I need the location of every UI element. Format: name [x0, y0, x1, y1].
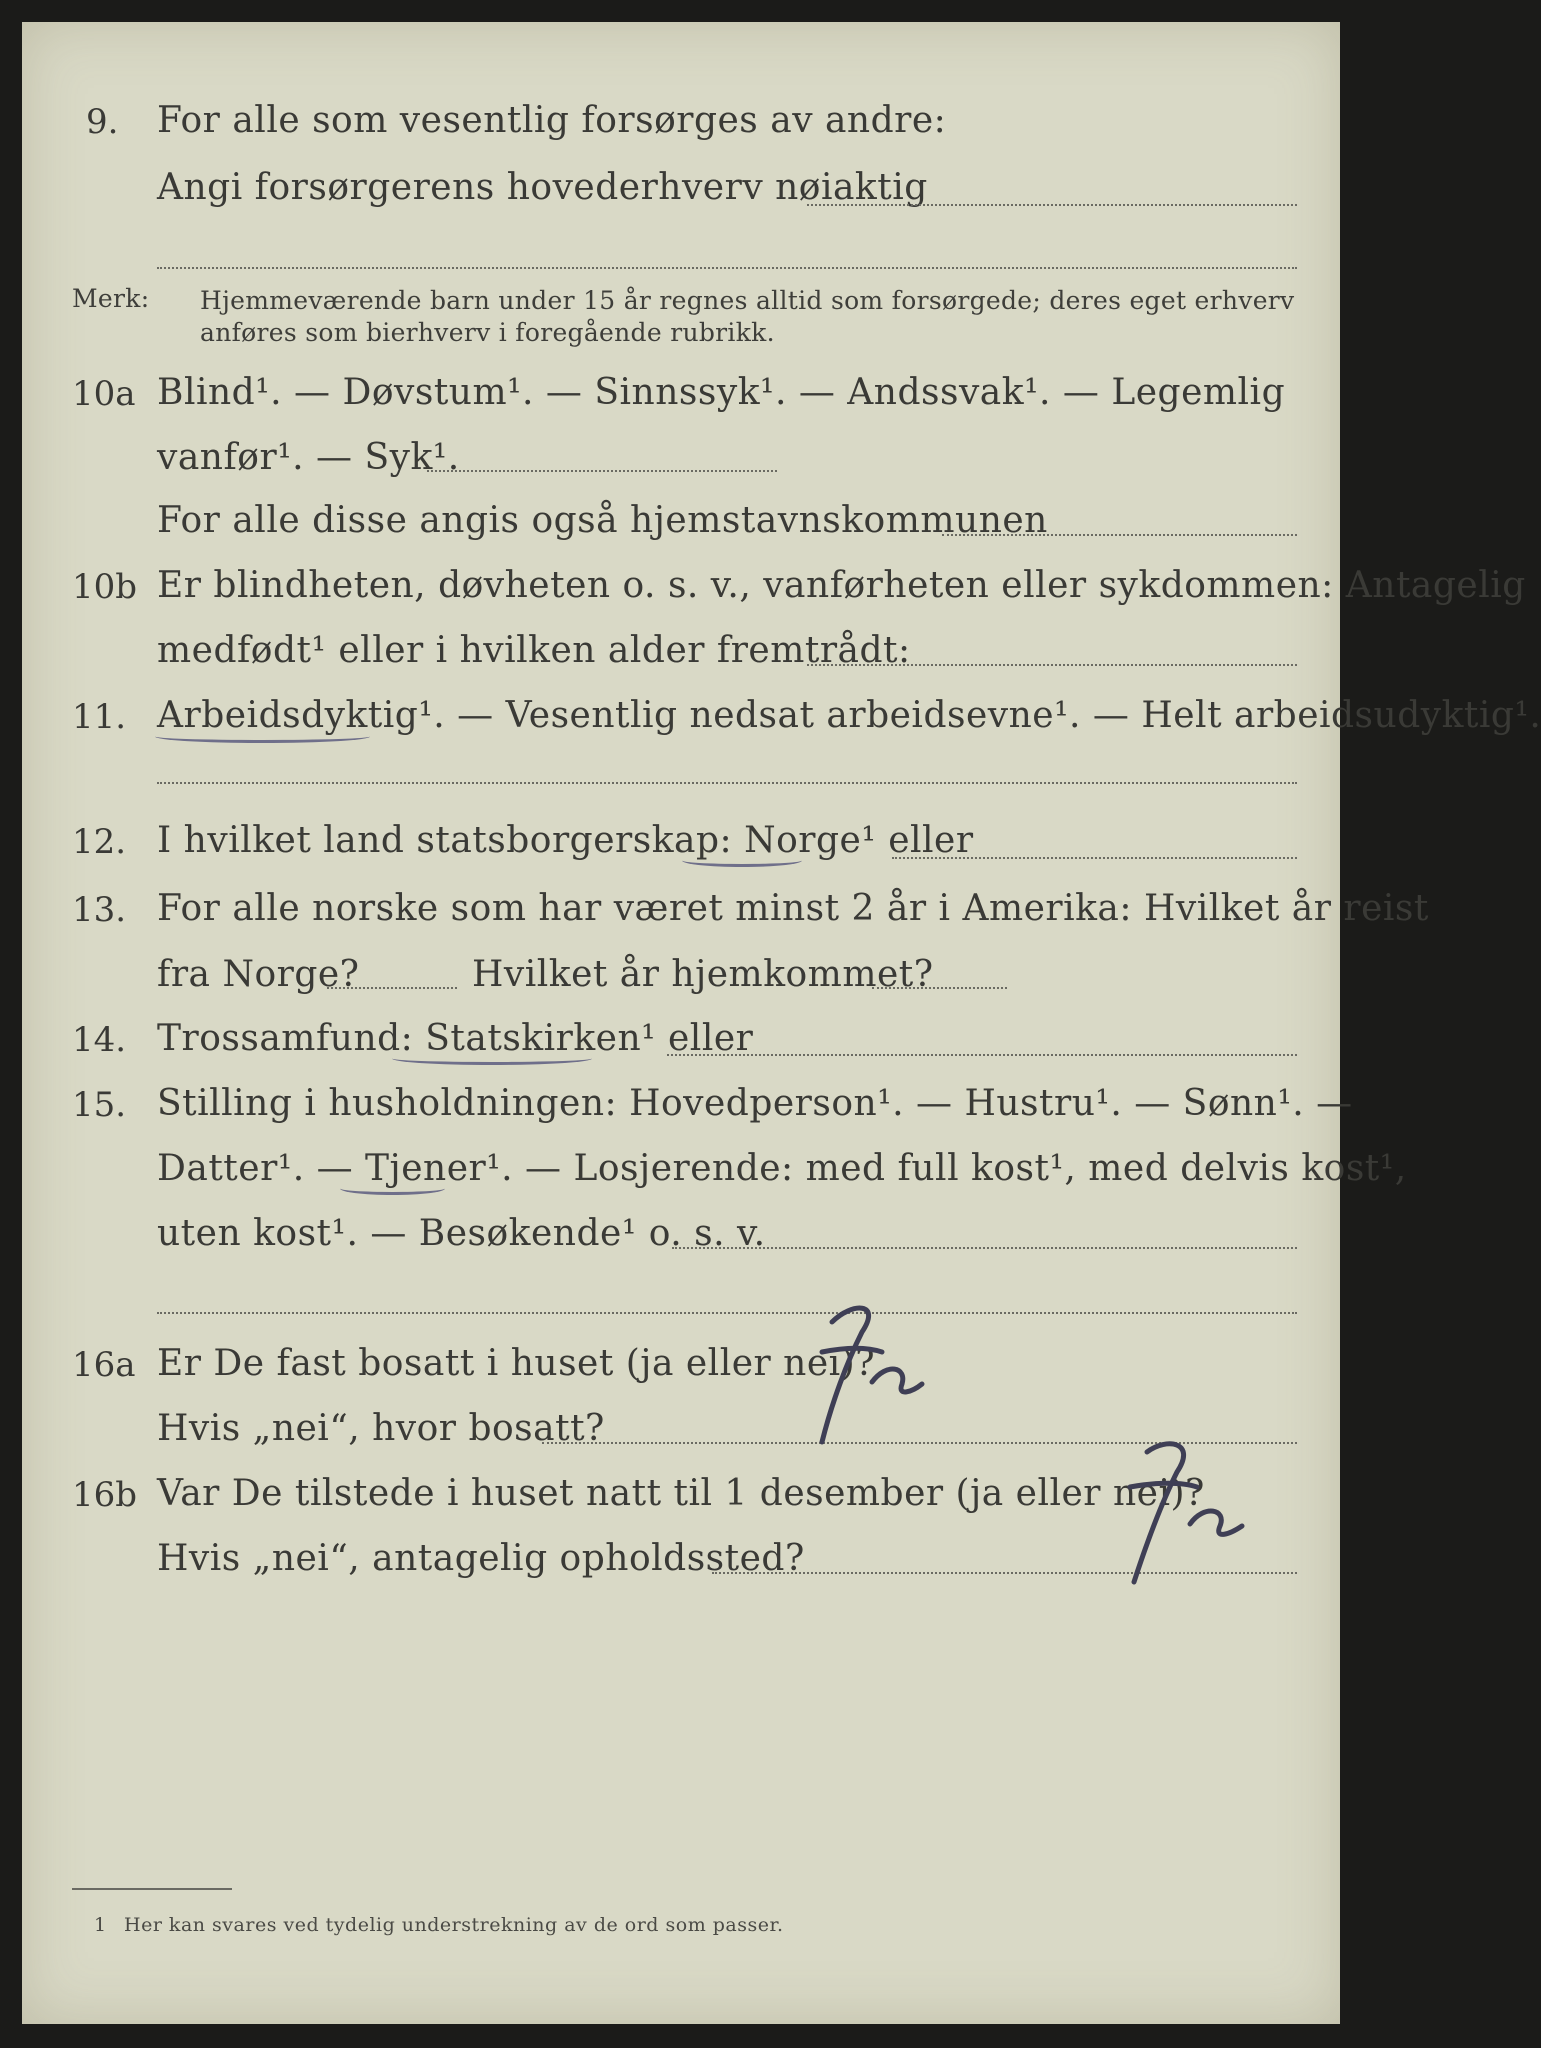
q15-line2: Datter¹. — Tjener¹. — Losjerende: med full kost¹, med delvis kost¹,: [157, 1148, 1407, 1189]
q16b-line1: Var De tilstede i huset natt til 1 desember (ja eller nei)?: [157, 1473, 1205, 1514]
q15-number: 15.: [72, 1085, 127, 1125]
q9-answer-line-2[interactable]: [157, 267, 1297, 269]
q13-line2a: fra Norge?: [157, 954, 360, 995]
merk-label: Merk:: [72, 284, 150, 313]
q9-line1: For alle som vesentlig forsørges av andre:: [157, 100, 947, 141]
q15-line1: Stilling i husholdningen: Hovedperson¹. — Hustru¹. — Sønn¹. —: [157, 1083, 1353, 1124]
q13-line2b: Hvilket år hjemkommet?: [472, 954, 934, 995]
q10a-line1: Blind¹. — Døvstum¹. — Sinnssyk¹. — Andssvak¹. — Legemlig: [157, 372, 1286, 413]
q11-number: 11.: [72, 697, 127, 737]
q10a-kommune-line[interactable]: [942, 534, 1297, 536]
q16a-number: 16a: [72, 1345, 136, 1385]
q14-answer-line[interactable]: [667, 1054, 1297, 1056]
q9-number: 9.: [86, 102, 119, 142]
q9-line2: Angi forsørgerens hovederhverv nøiaktig: [157, 167, 928, 208]
q16b-line2: Hvis „nei“, antagelig opholdssted?: [157, 1538, 805, 1579]
footnote-text: Her kan svares ved tydelig understrekning av de ord som passer.: [124, 1914, 784, 1936]
q15-answer-line-2[interactable]: [157, 1312, 1297, 1314]
q15-line3: uten kost¹. — Besøkende¹ o. s. v.: [157, 1213, 766, 1254]
q15-answer-line[interactable]: [672, 1247, 1297, 1249]
q16b-number: 16b: [72, 1475, 138, 1515]
q10a-number: 10a: [72, 374, 136, 414]
q13-reist-line[interactable]: [327, 987, 457, 989]
q16a-line2: Hvis „nei“, hvor bosatt?: [157, 1408, 605, 1449]
q14-number: 14.: [72, 1020, 127, 1060]
q10a-line2: vanfør¹. — Syk¹.: [157, 437, 460, 478]
footnote-rule: [72, 1888, 232, 1890]
q13-hjemkommet-line[interactable]: [872, 987, 1007, 989]
q14-line1: Trossamfund: Statskirken¹ eller: [157, 1018, 754, 1059]
merk-line2: anføres som bierhverv i foregående rubrikk.: [200, 318, 775, 347]
q16a-handwritten-answer: [802, 1292, 942, 1452]
q12-underline-mark: [682, 854, 802, 867]
q11-answer-line[interactable]: [157, 782, 1297, 784]
q11-line1: Arbeidsdyktig¹. — Vesentlig nedsat arbeidsevne¹. — Helt arbeidsudyktig¹.: [157, 695, 1541, 736]
q10b-answer-line[interactable]: [807, 664, 1297, 666]
census-form-page: [22, 22, 1541, 2024]
q14-underline-mark: [392, 1052, 592, 1065]
q13-number: 13.: [72, 890, 127, 930]
q12-number: 12.: [72, 822, 127, 862]
footnote-mark: 1: [94, 1914, 107, 1936]
q10a-line3: For alle disse angis også hjemstavnskommunen: [157, 500, 1048, 541]
q16a-line1: Er De fast bosatt i huset (ja eller nei)?: [157, 1343, 876, 1384]
q11-underline-mark: [155, 730, 370, 743]
q15-underline-mark: [340, 1182, 445, 1195]
merk-line1: Hjemmeværende barn under 15 år regnes alltid som forsørgede; deres eget erhverv: [200, 286, 1295, 315]
q12-line1: I hvilket land statsborgerskap: Norge¹ eller: [157, 820, 974, 861]
q10b-line1: Er blindheten, døvheten o. s. v., vanførheten eller sykdommen: Antagelig: [157, 565, 1526, 606]
q13-line1: For alle norske som har været minst 2 år i Amerika: Hvilket år reist: [157, 888, 1429, 929]
q9-answer-line[interactable]: [807, 204, 1297, 206]
q16b-handwritten-answer: [1112, 1432, 1262, 1592]
q10b-line2: medfødt¹ eller i hvilken alder fremtrådt:: [157, 630, 911, 671]
q12-answer-line[interactable]: [892, 857, 1297, 859]
q10a-answer-line[interactable]: [427, 470, 777, 472]
q10b-number: 10b: [72, 567, 138, 607]
